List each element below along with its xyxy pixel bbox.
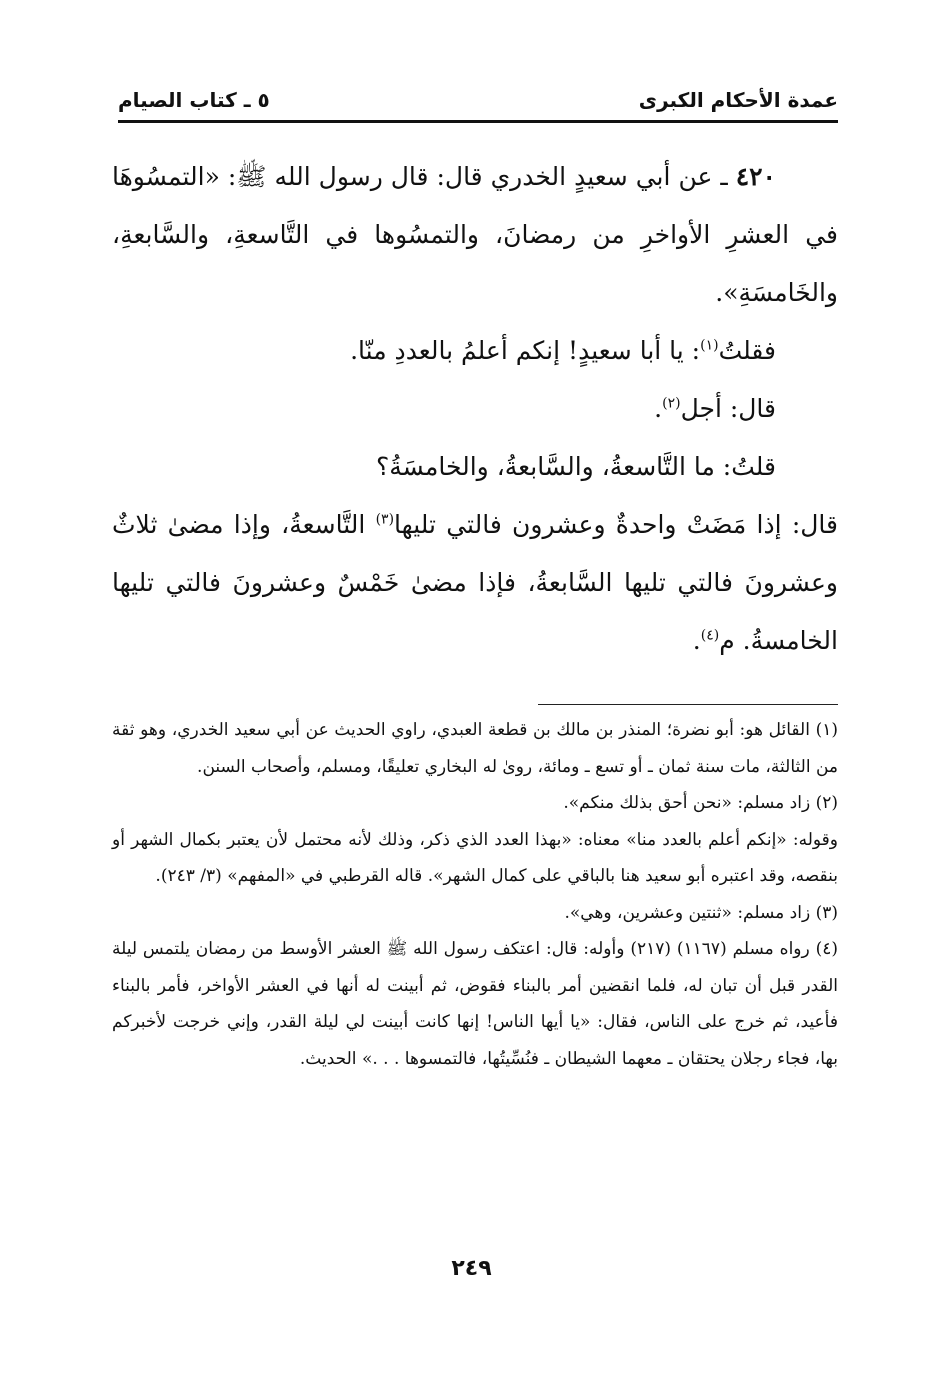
footnote-3: (٣) زاد مسلم: «ثنتين وعشرين، وهي». [564, 902, 838, 923]
answer-2-end: . [692, 626, 701, 655]
footnote-4: (٤) رواه مسلم (١١٦٧) (٢١٧) وأوله: قال: اعتكف رسول الله ﷺ العشر الأوسط من رمضان يلتمس ليلة القدر قبل أن تبان له، فلما انقضين أمر بالبناء فقوض، ثم أبينت له أنها في العشر الأواخر، فأمر بالبناء فأعيد، ثم خرج على الناس، فقال: «يا أيها الناس! إنها كانت أبينت لي ليلة القدر، وإني خرجت لأخبركم بها، فجاء رجلان يحتقان ـ معهما الشيطان ـ فنُسِّيتُها، فالتمسوها . . .» الحديث. [112, 939, 839, 1069]
answer-2-rest: التَّاسعةُ، وإذا مضىٰ ثلاثٌ وعشرونَ فالتي تليها السَّابعةُ، فإذا مضىٰ خَمْسٌ وعشرونَ فالتي تليها الخامسةُ. م [112, 510, 838, 655]
answer-1 [112, 380, 838, 438]
footnote-ref-1: (١) [700, 337, 719, 354]
answer-1-text: قال: أجل [680, 394, 776, 423]
hadith-paragraph [112, 148, 838, 322]
book-title: عمدة الأحكام الكبرى [638, 88, 838, 112]
question-1 [112, 322, 838, 380]
footnote-ref-4: (٤) [700, 627, 720, 644]
footnote-1: (١) القائل هو: أبو نضرة؛ المنذر بن مالك بن قطعة العبدي، راوي الحديث عن أبي سعيد الخدري، وهو ثقة من الثالثة، مات سنة ثمان ـ أو تسع ـ ومائة، روىٰ له البخاري تعليقًا، ومسلم، وأصحاب السنن. [112, 720, 838, 777]
answer-2-start: قال: إذا مَضَتْ واحدةٌ وعشرون فالتي تليها [394, 510, 838, 539]
chapter-title: ٥ ـ كتاب الصيام [118, 88, 270, 112]
hadith-text: ـ عن أبي سعيدٍ الخدري قال: قال رسول الله ﷺ: «التمسُوهَا في العشرِ الأواخرِ من رمضانَ، والتمسُوها في التَّاسعةِ، والسَّابعةِ، والخَامسَةِ». [112, 162, 838, 307]
page-number: ٢٤٩ [451, 1256, 492, 1281]
answer-2 [112, 496, 838, 670]
footnote-separator [538, 704, 838, 705]
footnote-2: (٢) زاد مسلم: «نحن أحق بذلك منكم». [563, 793, 838, 813]
footnotes [112, 712, 838, 1077]
footnote-ref-2: (٢) [662, 395, 681, 412]
hadith-number: ٤٢٠ [735, 162, 776, 191]
question-1-rest: : يا أبا سعيدٍ! إنكم أعلمُ بالعددِ منّا. [350, 336, 701, 365]
footnote-2-note: وقوله: «إنكم أعلم بالعدد منا» معناه: «بهذا العدد الذي ذكر، وذلك لأنه محتمل لأن يعتبر بكمال الشهر أو بنقصه، وقد اعتبره أبو سعيد هنا بالباقي على كمال الشهر». قاله القرطبي في «المفهم» (٣/ ٢٤٣). [112, 829, 838, 886]
answer-1-end: . [654, 394, 663, 423]
main-text [112, 148, 838, 670]
footnote-ref-3: (٣) [375, 511, 395, 528]
question-1-start: فقلتُ [718, 336, 776, 365]
question-2: قلتُ: ما التَّاسعةُ، والسَّابعةُ، والخامسَةُ؟ [376, 452, 776, 481]
running-header [118, 88, 838, 120]
header-rule [118, 120, 838, 123]
